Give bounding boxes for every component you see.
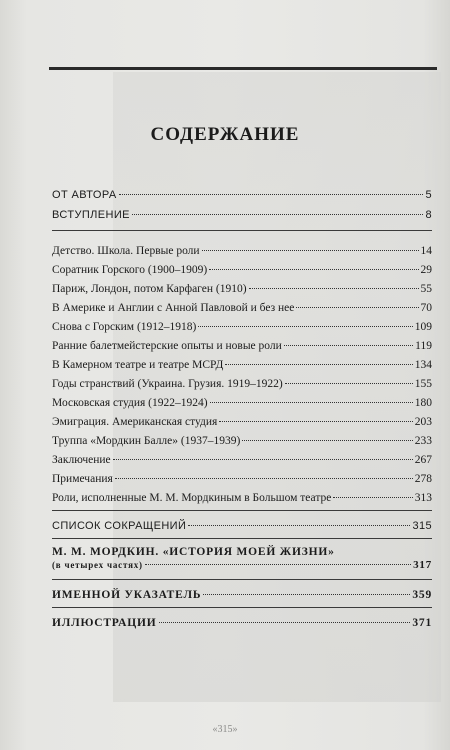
section-divider: [52, 579, 432, 580]
dot-leader: [285, 383, 413, 384]
toc-entry-page: 371: [412, 617, 432, 629]
toc-entry-title: Соратник Горского (1900–1909): [52, 264, 208, 276]
toc-entry-title: ИЛЛЮСТРАЦИИ: [52, 617, 157, 629]
dot-leader: [219, 421, 412, 422]
toc-entry-page: 109: [414, 321, 432, 333]
toc-entry-title: Примечания: [52, 473, 113, 485]
dot-leader: [119, 194, 424, 195]
dot-leader: [296, 307, 418, 308]
toc-entry-title: Труппа «Мордкин Балле» (1937–1939): [52, 435, 241, 447]
toc-entry: [52, 589, 432, 602]
toc-entry-title: Ранние балетмейстерские опыты и новые роли: [52, 340, 282, 352]
toc-entry-page: 180: [414, 397, 432, 409]
dot-leader: [198, 326, 412, 327]
dot-leader: [242, 440, 412, 441]
toc-entry-page: 233: [414, 435, 432, 447]
toc-entry-page: 267: [414, 454, 432, 466]
dot-leader: [145, 564, 411, 565]
page-title: СОДЕРЖАНИЕ: [150, 124, 300, 145]
toc-entry: [52, 264, 432, 277]
dot-leader: [210, 402, 413, 403]
dot-leader: [249, 288, 419, 289]
dot-leader: [159, 622, 411, 623]
toc-entry-title: Московская студия (1922–1924): [52, 397, 208, 409]
toc-entry: [52, 520, 432, 533]
dot-leader: [202, 250, 419, 251]
toc-entry-page: 5: [425, 189, 432, 201]
toc-entry: [52, 359, 432, 372]
toc-entry: [52, 546, 432, 572]
toc-entry: [52, 397, 432, 410]
dot-leader: [284, 345, 413, 346]
dot-leader: [225, 364, 412, 365]
toc-entry-title: Париж, Лондон, потом Карфаген (1910): [52, 283, 247, 295]
toc-entry-page: 313: [414, 492, 432, 504]
toc-entry-page: 8: [425, 209, 432, 221]
toc-entry: [52, 378, 432, 391]
toc-entry-title: В Камерном театре и театре МСРД: [52, 359, 224, 371]
dot-leader: [113, 459, 413, 460]
dot-leader: [132, 214, 424, 215]
toc-entry-title: Эмиграция. Американская студия: [52, 416, 218, 428]
section-divider: [52, 510, 432, 511]
toc-entry: [52, 454, 432, 467]
toc-entry: [52, 340, 432, 353]
page-number: «315»: [212, 724, 238, 735]
toc-entry-title: Заключение: [52, 454, 111, 466]
dot-leader: [209, 269, 418, 270]
toc-entry-title: ВСТУПЛЕНИЕ: [52, 209, 130, 221]
toc-entry: [52, 321, 432, 334]
toc-entry: [52, 435, 432, 448]
toc-entry-page: 134: [414, 359, 432, 371]
toc-entry-title: ИМЕННОЙ УКАЗАТЕЛЬ: [52, 589, 202, 601]
toc-entry-page: 55: [420, 283, 432, 295]
toc-entry-title: Годы странствий (Украина. Грузия. 1919–1922): [52, 378, 283, 390]
toc-entry-page: 315: [412, 520, 432, 532]
toc-entry: [52, 302, 432, 315]
toc-entry-page: 278: [414, 473, 432, 485]
toc-entry-page: 155: [414, 378, 432, 390]
section-divider: [52, 538, 432, 539]
toc-entry: [52, 189, 432, 202]
dot-leader: [203, 594, 410, 595]
dot-leader: [188, 525, 410, 526]
toc-entry-page: 317: [413, 559, 432, 571]
toc-entry-page: 119: [415, 340, 432, 352]
toc-entry-page: 29: [420, 264, 432, 276]
toc-entry-title: Детство. Школа. Первые роли: [52, 245, 200, 257]
section-divider: [52, 230, 432, 231]
dot-leader: [115, 478, 413, 479]
toc-entry-title: В Америке и Англии с Анной Павловой и без нее: [52, 302, 295, 314]
toc-entry-page: 70: [420, 302, 432, 314]
toc-entry-page: 14: [420, 245, 432, 257]
toc-entry-title: М. М. МОРДКИН. «ИСТОРИЯ МОЕЙ ЖИЗНИ»: [52, 546, 335, 558]
toc-entry-title: СПИСОК СОКРАЩЕНИЙ: [52, 520, 187, 532]
toc-entry-page: 203: [414, 416, 432, 428]
toc-entry-page: 359: [412, 589, 432, 601]
toc-entry: [52, 416, 432, 429]
toc-entry: [52, 245, 432, 258]
toc-entry: [52, 492, 432, 505]
dot-leader: [333, 497, 412, 498]
toc-entry-title: ОТ АВТОРА: [52, 189, 117, 201]
toc-entry: [52, 617, 432, 630]
toc-entry-title: Роли, исполненные М. М. Мордкиным в Большом театре: [52, 492, 332, 504]
toc-entry: [52, 473, 432, 486]
section-divider: [52, 607, 432, 608]
toc-entry-title: Снова с Горским (1912–1918): [52, 321, 197, 333]
toc-entry-subtitle: (в четырех частях): [52, 560, 143, 570]
toc-entry: [52, 283, 432, 296]
toc-entry: [52, 209, 432, 222]
